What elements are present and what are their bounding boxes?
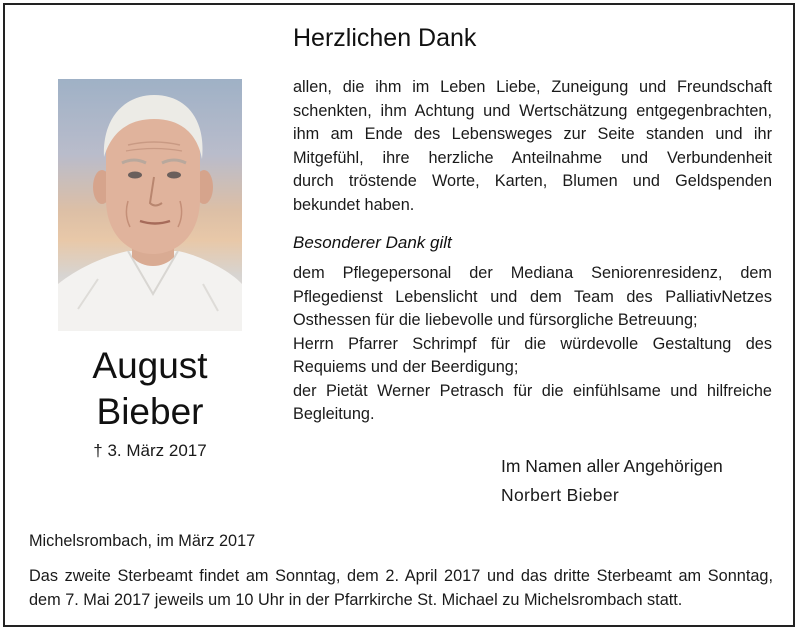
text-line: Das zweite Sterbeamt findet am Sonntag, dem 2. April 2017 und das dritte Sterbeamt am Sonntag, [29,567,773,585]
signature-line: Im Namen aller Angehörigen [501,456,723,476]
text-line: der Pietät Werner Petrasch für die einfühlsame und hilfreiche [293,381,772,400]
text-line: schenkten, ihm Achtung und Wertschätzung entgegenbrachten, [293,101,772,120]
text-line: Pflegedienst Lebenslicht und dem Team des PalliativNetzes [293,287,772,306]
death-date: † 3. März 2017 [93,441,207,460]
text-line: Requiems und der Beerdigung; [293,358,519,376]
thanks-paragraph [293,76,772,217]
text-line: dem Pflegepersonal der Mediana Seniorenresidenz, dem [293,264,772,282]
deceased-first-name: August [92,345,208,386]
special-thanks-heading: Besonderer Dank gilt [293,233,452,252]
text-line: dem 7. Mai 2017 jeweils um 10 Uhr in der Pfarrkirche St. Michael zu Michelsrombach statt. [29,591,683,609]
text-line: allen, die ihm im Leben Liebe, Zuneigung und Freundschaft [293,78,772,96]
text-line: Mitgefühl, ihre herzliche Anteilnahme und Verbundenheit [293,148,772,167]
text-line: durch tröstende Worte, Karten, Blumen und Geldspenden [293,172,772,190]
service-notice [29,564,773,612]
place-date: Michelsrombach, im März 2017 [29,532,256,550]
deceased-last-name: Bieber [96,391,204,432]
signature-name: Norbert Bieber [501,485,620,505]
text-line: Osthessen für die liebevolle und fürsorgliche Betreuung; [293,311,698,329]
page-title: Herzlichen Dank [293,24,477,52]
portrait-photo [58,79,242,331]
text-line: Begleitung. [293,405,375,423]
text-line: bekundet haben. [293,195,415,214]
special-thanks-paragraph [293,262,772,427]
text-line: Herrn Pfarrer Schrimpf für die würdevolle Gestaltung des [293,334,772,353]
text-line: ihm am Ende des Lebensweges zur Seite standen und ihr [293,125,772,143]
